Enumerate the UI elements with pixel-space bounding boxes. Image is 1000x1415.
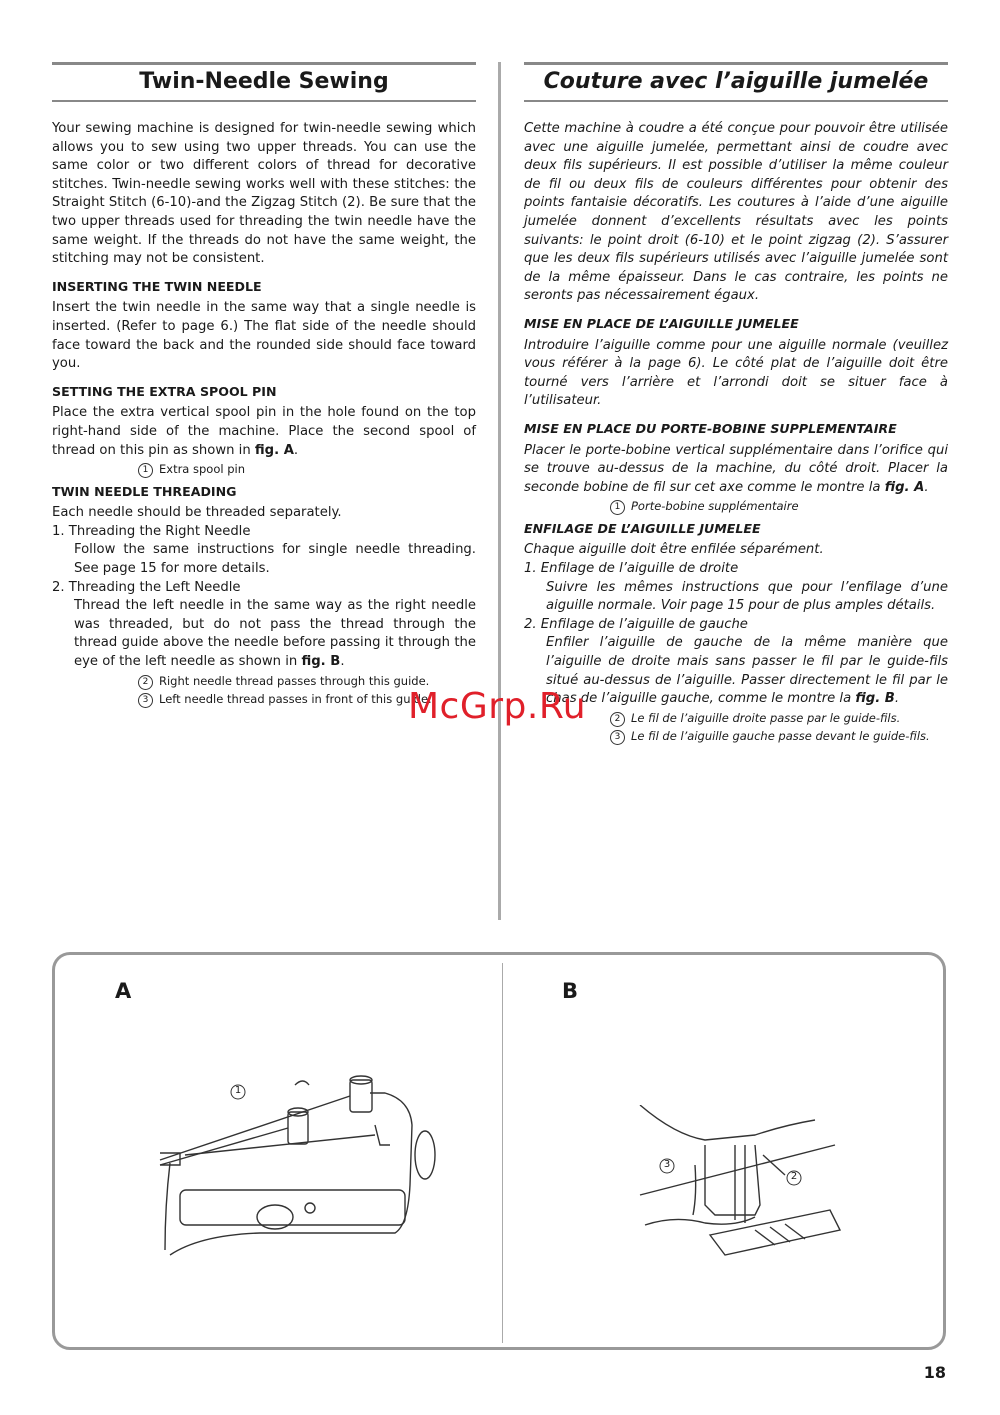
callout-2-label: 2 [790,1171,798,1182]
enfilage-intro: Chaque aiguille doit être enfilée séparément. [524,542,824,558]
list-item-1-text-fr: Suivre les mêmes instructions que pour l’enfilage d’une aiguille normale. Voir page 15 pour de plus amples détails. [546,579,948,614]
figure-b-illustration [635,1105,855,1265]
english-body [52,120,476,709]
french-body [524,120,948,746]
callout-2-icon: 2 [138,675,153,690]
english-column [52,62,476,709]
callout-2-icon-fr: 2 [610,712,625,727]
section-heading-fr [524,62,948,102]
callout-3-icon-fr: 3 [610,730,625,745]
mise-en-place-paragraph: Introduire l’aiguille comme pour une aiguille normale (veuillez vous référer à la page 6). Le côté plat de l’aiguille doit être tourné vers l’arrière et l’arrondi doit se situer face à l’utilisateur. [524,337,948,409]
subheading-porte-bobine: MISE EN PLACE DU PORTE-BOBINE SUPPLEMENTAIRE [524,420,897,436]
threading-intro: Each needle should be threaded separately. [52,505,342,521]
subheading-mise-en-place: MISE EN PLACE DE L’AIGUILLE JUMELEE [524,315,799,331]
subheading-threading: TWIN NEEDLE THREADING [52,483,237,499]
list-item-2: 2. Threading the Left Needle [52,579,241,595]
french-column [524,62,948,746]
callout-3-label: 3 [663,1159,671,1170]
caption-1-fr: 1 Porte-bobine supplémentaire [524,497,948,516]
fig-b-reference: fig. B [301,654,341,670]
section-heading-en [52,62,476,102]
callout-1-label: 1 [234,1085,242,1096]
subheading-enfilage: ENFILAGE DE L’AIGUILLE JUMELEE [524,520,761,536]
intro-paragraph-fr: Cette machine à coudre a été conçue pour pouvoir être utilisée avec une aiguille jumelée, permettant ainsi de coudre avec deux fils supérieurs. Il est possible d’utiliser la même couleur de fil ou deux fils de couleurs différentes pour obtenir des points fantaisie décoratifs. Les coutures à l’aide d’une aiguille jumelée donnent d’excellents résultats avec les points suivants: le point droit (6-10) et le point zigzag (2). S’assurer que les deux fils supérieurs utilisés avec l’aiguille jumelée sont de la même épaisseur. Dans le cas contraire, les points ne seronts pas nécessairement égaux. [524,121,948,304]
figure-b-label: B [562,979,579,1003]
fig-a-reference-fr: fig. A [884,479,925,495]
caption-1: 1 Extra spool pin [52,460,476,479]
watermark: McGrp.Ru [408,686,587,727]
list-item-2-text-fr: Enfiler l’aiguille de gauche de la même manière que l’aiguille de droite mais sans passer le fil par le guide-fils situé au-dessus de l’aiguille. Passer directement le fil par le chas de l’aiguille gauche, comme le montre la fig. B. [546,635,948,707]
list-item-1: 1. Threading the Right Needle [52,523,251,539]
column-divider [498,62,501,920]
caption-2-fr: 2 Le fil de l’aiguille droite passe par le guide-fils. [524,709,948,728]
inserting-paragraph: Insert the twin needle in the same way that a single needle is inserted. (Refer to page 6.) The flat side of the needle should face toward the back and the rounded side should face toward you. [52,300,476,372]
subheading-inserting: INSERTING THE TWIN NEEDLE [52,278,262,294]
fig-b-reference-fr: fig. B [855,691,895,707]
page-title-fr: Couture avec l’aiguille jumelée [543,69,929,94]
caption-3-fr: 3 Le fil de l’aiguille gauche passe devant le guide-fils. [524,727,948,746]
caption-3: 3 Left needle thread passes in front of this guide. [52,690,476,709]
figure-panel [52,952,946,1350]
figure-divider [502,963,503,1343]
caption-2: 2 Right needle thread passes through this guide. [52,672,476,691]
fig-a-reference: fig. A [254,442,294,458]
callout-3-icon: 3 [138,693,153,708]
list-item-2-text: Thread the left needle in the same way as the right needle was threaded, but do not pass the thread through the thread guide above the needle before passing it through the eye of the left needle as shown in fig. B. [74,598,476,670]
page-number: 18 [923,1363,946,1382]
spool-pin-paragraph: Place the extra vertical spool pin in the hole found on the top right-hand side of the machine. Place the second spool of thread on this pin as shown in fig. A. [52,405,476,458]
list-item-2-fr: 2. Enfilage de l’aiguille de gauche [524,616,748,632]
callout-1-icon-fr: 1 [610,500,625,515]
page-title-en: Twin-Needle Sewing [139,69,389,94]
list-item-1-fr: 1. Enfilage de l’aiguille de droite [524,561,739,577]
subheading-spool-pin: SETTING THE EXTRA SPOOL PIN [52,383,277,399]
porte-bobine-paragraph: Placer le porte-bobine vertical supplémentaire dans l’orifice qui se trouve au-dessus de la machine, du côté droit. Placer la seconde bobine de fil sur cet axe comme le montre la fig. A. [524,442,948,495]
list-item-1-text: Follow the same instructions for single needle threading. See page 15 for more details. [74,542,476,577]
callout-1-icon: 1 [138,463,153,478]
figure-a-label: A [115,979,132,1003]
figure-a-illustration [140,1065,480,1265]
intro-paragraph: Your sewing machine is designed for twin-needle sewing which allows you to sew using two upper threads. You can use the same color or two different colors of thread for decorative stitches. Twin-needle sewing works well with these stitches: the Straight Stitch (6-10)-and the Zigzag Stitch (2). Be sure that the two upper threads used for threading the twin needle have the same weight. If the threads do not have the same weight, the stitching may not be consistent. [52,121,476,267]
